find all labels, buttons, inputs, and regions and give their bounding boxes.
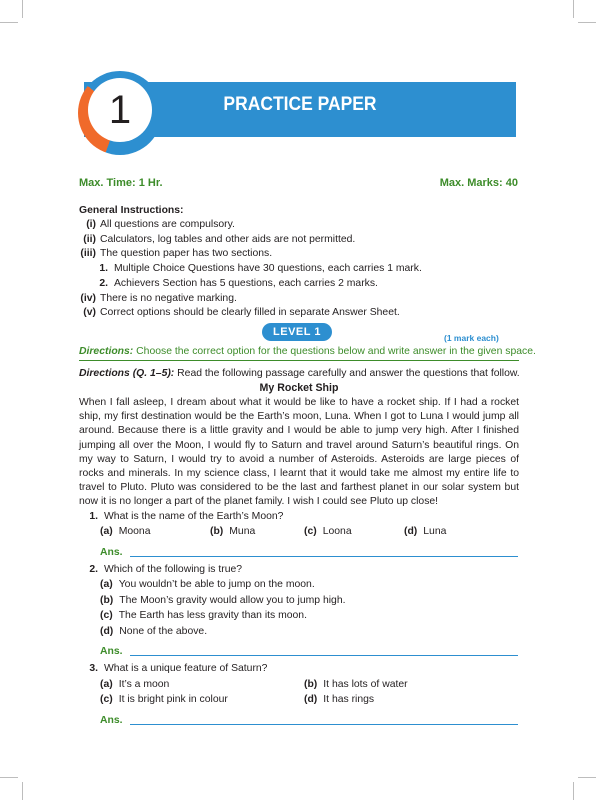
instruction-label: (iv): [80, 293, 96, 304]
sub-item-label: 2.: [99, 278, 108, 289]
option-text: Moona: [118, 526, 151, 537]
option-label: (c): [304, 526, 317, 537]
question-number: 3.: [89, 663, 98, 674]
directions-label: Directions:: [79, 346, 134, 357]
crop-mark: [0, 22, 18, 23]
passage-directions-label: Directions (Q. 1–5):: [79, 368, 175, 379]
instruction-text: There is no negative marking.: [100, 293, 237, 304]
instruction-item: [76, 292, 237, 306]
option: [100, 526, 150, 537]
instruction-label: (iii): [80, 248, 96, 259]
crop-mark: [573, 0, 574, 18]
option-text: The Earth has less gravity than its moon.: [118, 610, 307, 621]
instructions-heading: General Instructions:: [79, 205, 184, 216]
option-text: None of the above.: [119, 626, 208, 637]
page-title: PRACTICE PAPER: [223, 93, 377, 115]
chapter-number: 1: [88, 78, 152, 142]
instruction-label: (i): [86, 219, 96, 230]
question-text: Which of the following is true?: [104, 564, 243, 575]
crop-mark: [578, 22, 596, 23]
passage-directions-text: Read the following passage carefully and answer the questions that follow.: [177, 368, 520, 379]
option-label: (d): [100, 626, 114, 637]
max-marks: Max. Marks: 40: [439, 177, 518, 189]
answer-label: Ans.: [100, 715, 123, 726]
instruction-label: (v): [83, 307, 96, 318]
sub-item-text: Achievers Section has 5 questions, each carries 2 marks.: [114, 278, 378, 289]
question-number: 1.: [89, 511, 98, 522]
instruction-item: [76, 247, 272, 261]
section-divider: [79, 360, 519, 361]
option-label: (b): [210, 526, 224, 537]
option-text: It has rings: [323, 694, 375, 705]
answer-line[interactable]: [130, 556, 518, 557]
option-text: It has lots of water: [323, 679, 408, 690]
option-text: Loona: [322, 526, 352, 537]
option-label: (a): [100, 526, 113, 537]
option-label: (c): [100, 610, 113, 621]
instruction-text: Correct options should be clearly filled in separate Answer Sheet.: [100, 307, 400, 318]
option: [100, 579, 315, 590]
option-text: The Moon’s gravity would allow you to jump high.: [119, 595, 346, 606]
option: [100, 679, 169, 690]
option: [100, 694, 228, 705]
option-text: You wouldn’t be able to jump on the moon.: [118, 579, 315, 590]
instruction-text: Calculators, log tables and other aids are not permitted.: [100, 234, 356, 245]
crop-mark: [22, 782, 23, 800]
answer-label: Ans.: [100, 646, 123, 657]
sub-item-text: Multiple Choice Questions have 30 questions, each carries 1 mark.: [114, 263, 422, 274]
option: [304, 694, 374, 705]
question-number: 2.: [89, 564, 98, 575]
question-text: What is the name of the Earth’s Moon?: [104, 511, 284, 522]
instruction-item: [76, 233, 355, 247]
instruction-text: All questions are compulsory.: [100, 219, 235, 230]
crop-mark: [22, 0, 23, 18]
passage-directions: [79, 367, 520, 381]
option-label: (d): [304, 694, 318, 705]
option-text: It is bright pink in colour: [118, 694, 228, 705]
directions-text: Choose the correct option for the questions below and write answer in the given space.: [136, 346, 536, 357]
answer-line[interactable]: [130, 655, 518, 656]
marks-each-note: (1 mark each): [444, 333, 499, 343]
option-label: (c): [100, 694, 113, 705]
sub-item-label: 1.: [99, 263, 108, 274]
option: [304, 526, 352, 537]
option-text: Muna: [229, 526, 256, 537]
question: [86, 564, 242, 575]
option: [100, 626, 207, 637]
level-badge: LEVEL 1: [262, 323, 332, 341]
answer-label: Ans.: [100, 547, 123, 558]
option-label: (d): [404, 526, 418, 537]
option: [100, 610, 307, 621]
passage-body: When I fall asleep, I dream about what it would be like to have a rocket ship. If I had a rocket ship, my first destination would be the Earth’s moon, Luna. When I got to Luna I would jump all around. Because there is a little gravity and I would be able to jump very high. After I finished jumping all over the Moon, I would fly to Saturn and travel around Saturn’s beautiful rings. On my way to Saturn, I would try to avoid a number of Asteroids. Asteroids are large pieces of rocks and minerals. In my science class, I learnt that it would take me almost my entire life to travel to Pluto. Pluto was considered to be the last and farthest planet in our solar system but now it is no longer a part of the planet family. I wish I could see Pluto up close!: [79, 397, 519, 508]
crop-mark: [0, 777, 18, 778]
option-text: Luna: [423, 526, 447, 537]
option: [404, 526, 446, 537]
crop-mark: [578, 777, 596, 778]
option: [304, 679, 408, 690]
question: [86, 511, 283, 522]
option-label: (a): [100, 579, 113, 590]
instruction-label: (ii): [83, 234, 96, 245]
instruction-item: [76, 306, 400, 320]
directions-line: [79, 346, 536, 357]
instruction-sub-item: [96, 277, 378, 291]
crop-mark: [573, 782, 574, 800]
answer-line[interactable]: [130, 724, 518, 725]
question-text: What is a unique feature of Saturn?: [104, 663, 268, 674]
option-text: It’s a moon: [118, 679, 170, 690]
option-label: (a): [100, 679, 113, 690]
instruction-sub-item: [96, 262, 422, 276]
instruction-text: The question paper has two sections.: [100, 248, 273, 259]
option-label: (b): [100, 595, 114, 606]
option-label: (b): [304, 679, 318, 690]
passage-title: My Rocket Ship: [259, 382, 339, 394]
instruction-item: [76, 218, 235, 232]
option: [100, 595, 346, 606]
question: [86, 663, 267, 674]
option: [210, 526, 255, 537]
max-time: Max. Time: 1 Hr.: [79, 177, 163, 189]
